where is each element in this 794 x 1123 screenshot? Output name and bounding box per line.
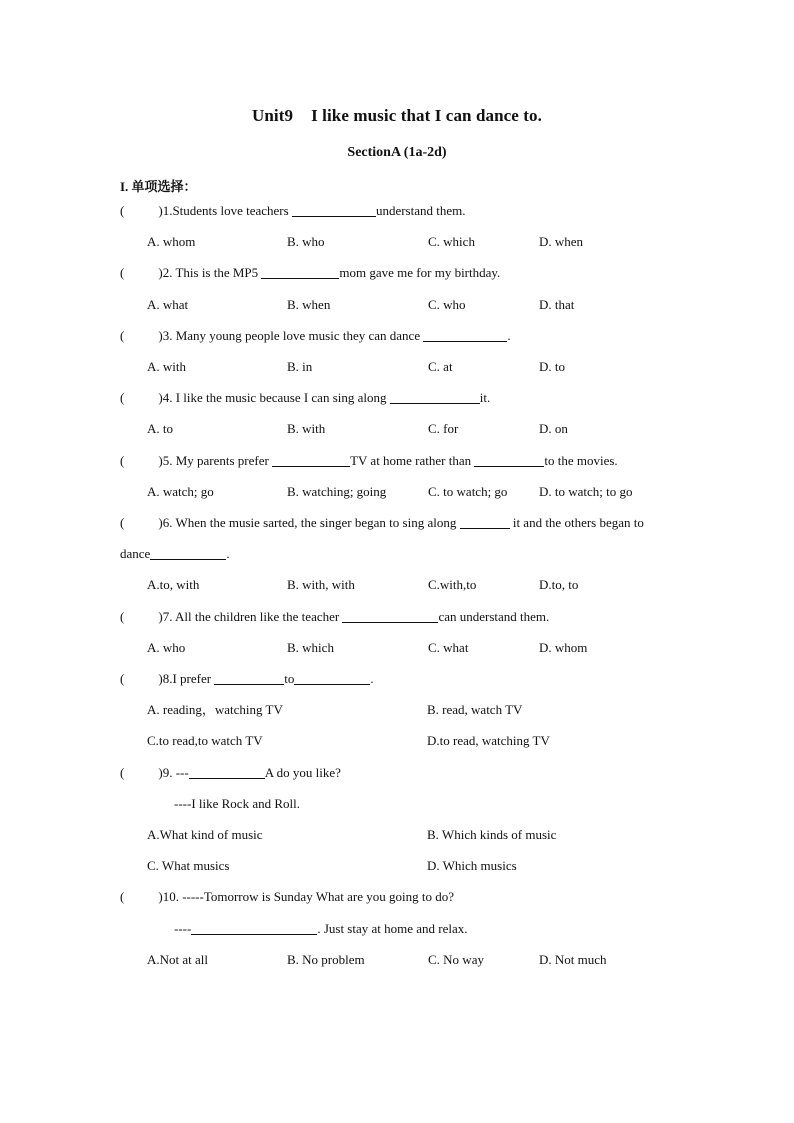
option-c: C. at [428, 359, 453, 374]
option-c: C. No way [428, 952, 484, 967]
option-b: B. read, watch TV [427, 702, 523, 717]
option-a: A. watch; go [147, 484, 214, 499]
question-2: ( )2. This is the MP5 mom gave me for my birthday. [120, 265, 501, 280]
question-4: ( )4. I like the music because I can sing along it. [120, 390, 491, 405]
question-10-response: ---- . Just stay at home and relax. [174, 921, 468, 936]
unit-sentence: I like music that I can dance to. [311, 106, 543, 125]
option-d: D. on [539, 421, 568, 436]
option-a: A.Not at all [147, 952, 209, 967]
answer-blank[interactable] [460, 515, 510, 529]
option-a: A. reading，watching TV [147, 702, 283, 717]
option-d: D. that [539, 297, 575, 312]
question-5: ( )5. My parents prefer TV at home rather than to the movies. [120, 453, 618, 468]
question-3: ( )3. Many young people love music they can dance . [120, 328, 511, 343]
option-a: A. who [147, 640, 186, 655]
option-a: A.to, with [147, 577, 200, 592]
page-subtitle: SectionA (1a-2d) [347, 145, 447, 160]
answer-blank[interactable] [342, 609, 438, 623]
option-c: C.with,to [428, 577, 477, 592]
option-d: D. when [539, 234, 584, 249]
option-c: C. who [428, 297, 466, 312]
answer-blank[interactable] [191, 921, 317, 935]
option-b: B. which [287, 640, 334, 655]
option-d: D. Not much [539, 952, 607, 967]
option-d: D.to, to [539, 577, 579, 592]
option-c: C. for [428, 421, 459, 436]
page-title [0, 106, 794, 126]
option-a: A. to [147, 421, 173, 436]
option-a: A. with [147, 359, 186, 374]
option-c: C. which [428, 234, 475, 249]
option-a: A.What kind of music [147, 827, 263, 842]
answer-blank[interactable] [189, 765, 265, 779]
answer-blank[interactable] [150, 546, 226, 560]
option-d: D.to read, watching TV [427, 733, 550, 748]
answer-blank[interactable] [294, 671, 370, 685]
option-c: C. to watch; go [428, 484, 508, 499]
option-c: C.to read,to watch TV [147, 733, 263, 748]
option-b: B. in [287, 359, 313, 374]
option-b: B. who [287, 234, 325, 249]
answer-blank[interactable] [390, 390, 480, 404]
answer-blank[interactable] [423, 328, 507, 342]
question-7: ( )7. All the children like the teacher can understand them. [120, 609, 550, 624]
answer-blank[interactable] [292, 203, 376, 217]
option-d: D. Which musics [427, 858, 517, 873]
option-d: D. whom [539, 640, 588, 655]
option-a: A. whom [147, 234, 196, 249]
question-9: ( )9. --- A do you like? [120, 765, 341, 780]
answer-blank[interactable] [272, 453, 350, 467]
answer-blank[interactable] [474, 453, 544, 467]
question-6: ( )6. When the musie sarted, the singer began to sing along it and the others began to [120, 515, 644, 530]
question-9-response: ----I like Rock and Roll. [174, 796, 300, 811]
unit-label: Unit9 [251, 106, 294, 125]
option-b: B. watching; going [287, 484, 387, 499]
option-b: B. Which kinds of music [427, 827, 557, 842]
option-c: C. what [428, 640, 469, 655]
answer-blank[interactable] [214, 671, 284, 685]
question-8: ( )8.I prefer to . [120, 671, 374, 686]
question-10: ( )10. -----Tomorrow is Sunday What are you going to do? [120, 889, 454, 904]
option-b: B. No problem [287, 952, 365, 967]
option-d: D. to watch; to go [539, 484, 633, 499]
question-1: ( )1.Students love teachers understand them. [120, 203, 466, 218]
question-6-continued: dance . [120, 546, 230, 561]
answer-blank[interactable] [261, 265, 339, 279]
option-b: B. with [287, 421, 326, 436]
option-b: B. when [287, 297, 331, 312]
option-a: A. what [147, 297, 189, 312]
option-d: D. to [539, 359, 565, 374]
section-label: I. 单项选择： [120, 179, 197, 194]
option-c: C. What musics [147, 858, 230, 873]
option-b: B. with, with [287, 577, 355, 592]
